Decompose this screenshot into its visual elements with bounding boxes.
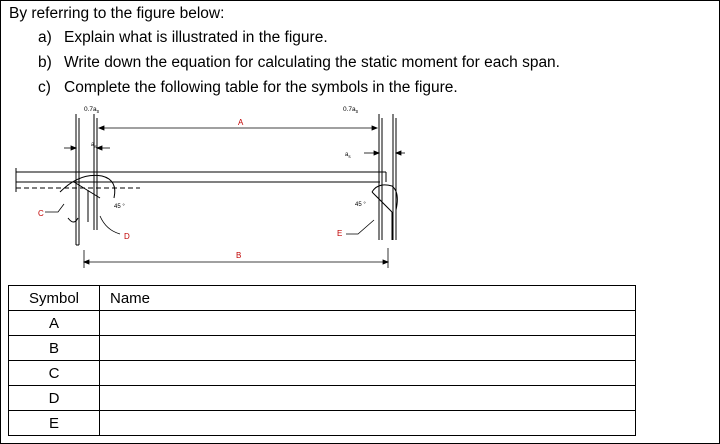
label-a: A <box>238 118 244 127</box>
dim-label-right-top: $0.7a_s$ <box>343 106 359 115</box>
leader-d <box>100 216 120 234</box>
task-letter: c) <box>38 79 51 96</box>
leader-e <box>346 220 374 234</box>
beam-figure <box>0 100 420 280</box>
table-row <box>9 336 636 361</box>
name-cell[interactable] <box>100 336 636 361</box>
task-b <box>38 54 560 72</box>
symbol-cell: A <box>9 311 100 336</box>
dimension-as-left <box>64 146 110 150</box>
name-cell[interactable] <box>100 411 636 436</box>
task-letter: a) <box>38 29 52 46</box>
right-column <box>379 114 396 240</box>
dim-label-as-right: $a_s$ <box>345 152 351 159</box>
table-header-row <box>9 286 636 311</box>
angle-right: 45 ° <box>355 202 366 208</box>
left-column <box>76 114 97 245</box>
task-text: Complete the following table for the symbols in the figure. <box>64 79 458 96</box>
label-e: E <box>337 229 343 238</box>
leader-c <box>45 204 64 212</box>
label-d: D <box>124 232 130 241</box>
dimension-as-right <box>364 151 405 155</box>
task-letter: b) <box>38 54 52 71</box>
symbol-cell: C <box>9 361 100 386</box>
symbol-cell: B <box>9 336 100 361</box>
right-critical-section <box>372 185 397 240</box>
angle-left: 45 ° <box>114 204 125 210</box>
table-row <box>9 386 636 411</box>
name-cell[interactable] <box>100 361 636 386</box>
dim-label-as-left: $a_s$ <box>91 142 97 149</box>
label-b: B <box>236 251 242 260</box>
question-intro: By referring to the figure below: <box>9 5 225 22</box>
name-cell[interactable] <box>100 311 636 336</box>
header-name: Name <box>100 286 636 311</box>
task-a <box>38 29 328 47</box>
table-row <box>9 361 636 386</box>
table-row <box>9 411 636 436</box>
task-c <box>38 79 458 97</box>
name-cell[interactable] <box>100 386 636 411</box>
label-c: C <box>38 209 44 218</box>
symbol-cell: E <box>9 411 100 436</box>
symbol-cell: D <box>9 386 100 411</box>
task-text: Explain what is illustrated in the figure. <box>64 29 328 46</box>
task-text: Write down the equation for calculating the static moment for each span. <box>64 54 560 71</box>
symbol-table <box>8 285 636 436</box>
table-row <box>9 311 636 336</box>
header-symbol: Symbol <box>9 286 100 311</box>
slab <box>16 168 386 192</box>
dim-label-left-top: $0.7a_s$ <box>84 106 100 115</box>
